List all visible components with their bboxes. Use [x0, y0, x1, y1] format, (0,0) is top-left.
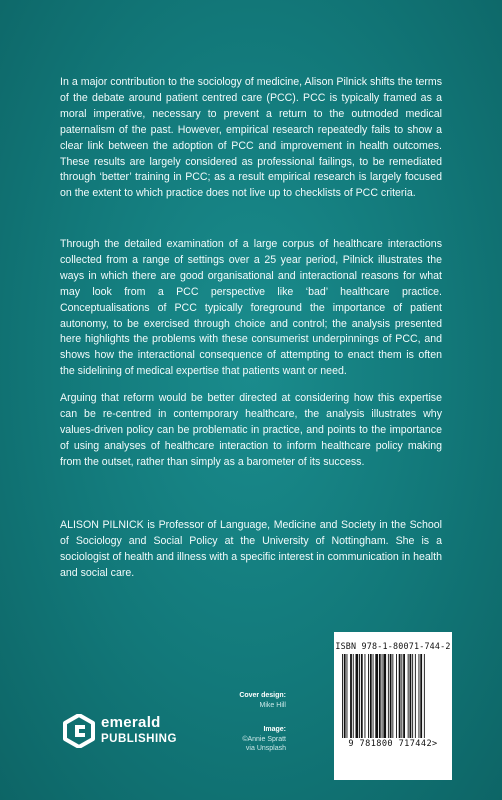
- blurb-paragraph-1: In a major contribution to the sociology of medicine, Alison Pilnick shifts the terms of the debate around patient centred care (PCC). PCC is typically framed as a moral imperative, necessary to prevent a return to the outmoded medical paternalism of the past. However, empirical research repeatedly fails to show a clear link between the adoption of PCC and improvement in health outcomes. These results are largely considered as professional failings, to be remediated through ‘better’ training in PCC; as a result empirical research is largely focused on the extent to which practice does not live up to checklists of PCC criteria.: [60, 76, 442, 200]
- barcode-bar: [373, 654, 374, 738]
- logo-wordmark-publishing: PUBLISHING: [101, 733, 177, 745]
- barcode-bar: [383, 654, 386, 738]
- barcode-bar: [342, 654, 343, 738]
- barcode-bars: [340, 654, 446, 740]
- barcode-bar: [359, 654, 360, 738]
- barcode-bar: [370, 654, 372, 738]
- blurb-paragraph-2: Through the detailed examination of a large corpus of healthcare interactions collected from a range of settings over a 25 year period, Pilnick illustrates the ways in which there are good organisational and interactional reasons for what may look from a PCC perspective like ‘bad’ healthcare practice. Conceptualisations of PCC typically foreground the importance of patient autonomy, to be exercised through choice and control; the analysis presented here highlights the problems with these consumerist underpinnings of PCC, and shows how the interactional consequence of attempting to enact them is often the sidelining of medical expertise that patients want or need.: [60, 238, 442, 378]
- barcode-bar: [365, 654, 366, 738]
- barcode-bar: [412, 654, 413, 738]
- isbn-label: ISBN 978-1-80071-744-2: [335, 641, 451, 651]
- barcode-bar: [410, 654, 412, 738]
- publisher-logo: [63, 712, 193, 752]
- barcode-bar: [350, 654, 352, 738]
- cover-design-label: Cover design:: [239, 692, 286, 699]
- barcode-bar: [396, 654, 397, 738]
- barcode-bar: [399, 654, 401, 738]
- image-credit-label: Image:: [263, 726, 286, 733]
- isbn-barcode: [334, 632, 452, 780]
- barcode-arrow: >: [432, 739, 438, 749]
- image-credit: [190, 725, 286, 754]
- author-bio: ALISON PILNICK is Professor of Language, Medicine and Society in the School of Sociology and Social Policy at the University of Nottingham. She is a sociologist of health and illness with a specific interest in communication in health and social care.: [60, 519, 442, 579]
- barcode-bar: [379, 654, 381, 738]
- emerald-logo-icon: [63, 714, 95, 748]
- barcode-bar: [356, 654, 359, 738]
- barcode-bar: [375, 654, 378, 738]
- image-credit-value-1: ©Annie Spratt: [242, 735, 286, 743]
- image-credit-value-2: via Unsplash: [245, 745, 286, 753]
- barcode-bar: [368, 654, 369, 738]
- barcode-bar: [353, 654, 354, 738]
- barcode-bar: [408, 654, 409, 738]
- barcode-bar: [344, 654, 346, 738]
- blurb-paragraph-3: Arguing that reform would be better directed at considering how this expertise can be re-centred in contemporary healthcare, the analysis illustrates why values-driven policy can be problematic in practice, and points to the importance of using analyses of healthcare interaction to inform healthcare policy making from the outset, rather than simply as a barometer of its success.: [60, 392, 442, 468]
- barcode-bar: [361, 654, 363, 738]
- barcode-digits-text: 9 781800 717442: [348, 739, 433, 749]
- barcode-digits: [336, 739, 450, 749]
- barcode-bar: [420, 654, 422, 738]
- barcode-bar: [388, 654, 389, 738]
- cover-design-value: Mike Hill: [259, 701, 286, 709]
- barcode-bar: [424, 654, 425, 738]
- logo-wordmark-emerald: emerald: [101, 714, 161, 731]
- barcode-bar: [415, 654, 416, 738]
- barcode-bar: [419, 654, 420, 738]
- barcode-bar: [347, 654, 348, 738]
- cover-design-credit: [190, 691, 286, 710]
- barcode-bar: [392, 654, 393, 738]
- barcode-bar: [403, 654, 405, 738]
- barcode-bar: [401, 654, 402, 738]
- barcode-bar: [390, 654, 392, 738]
- barcode-bar: [382, 654, 383, 738]
